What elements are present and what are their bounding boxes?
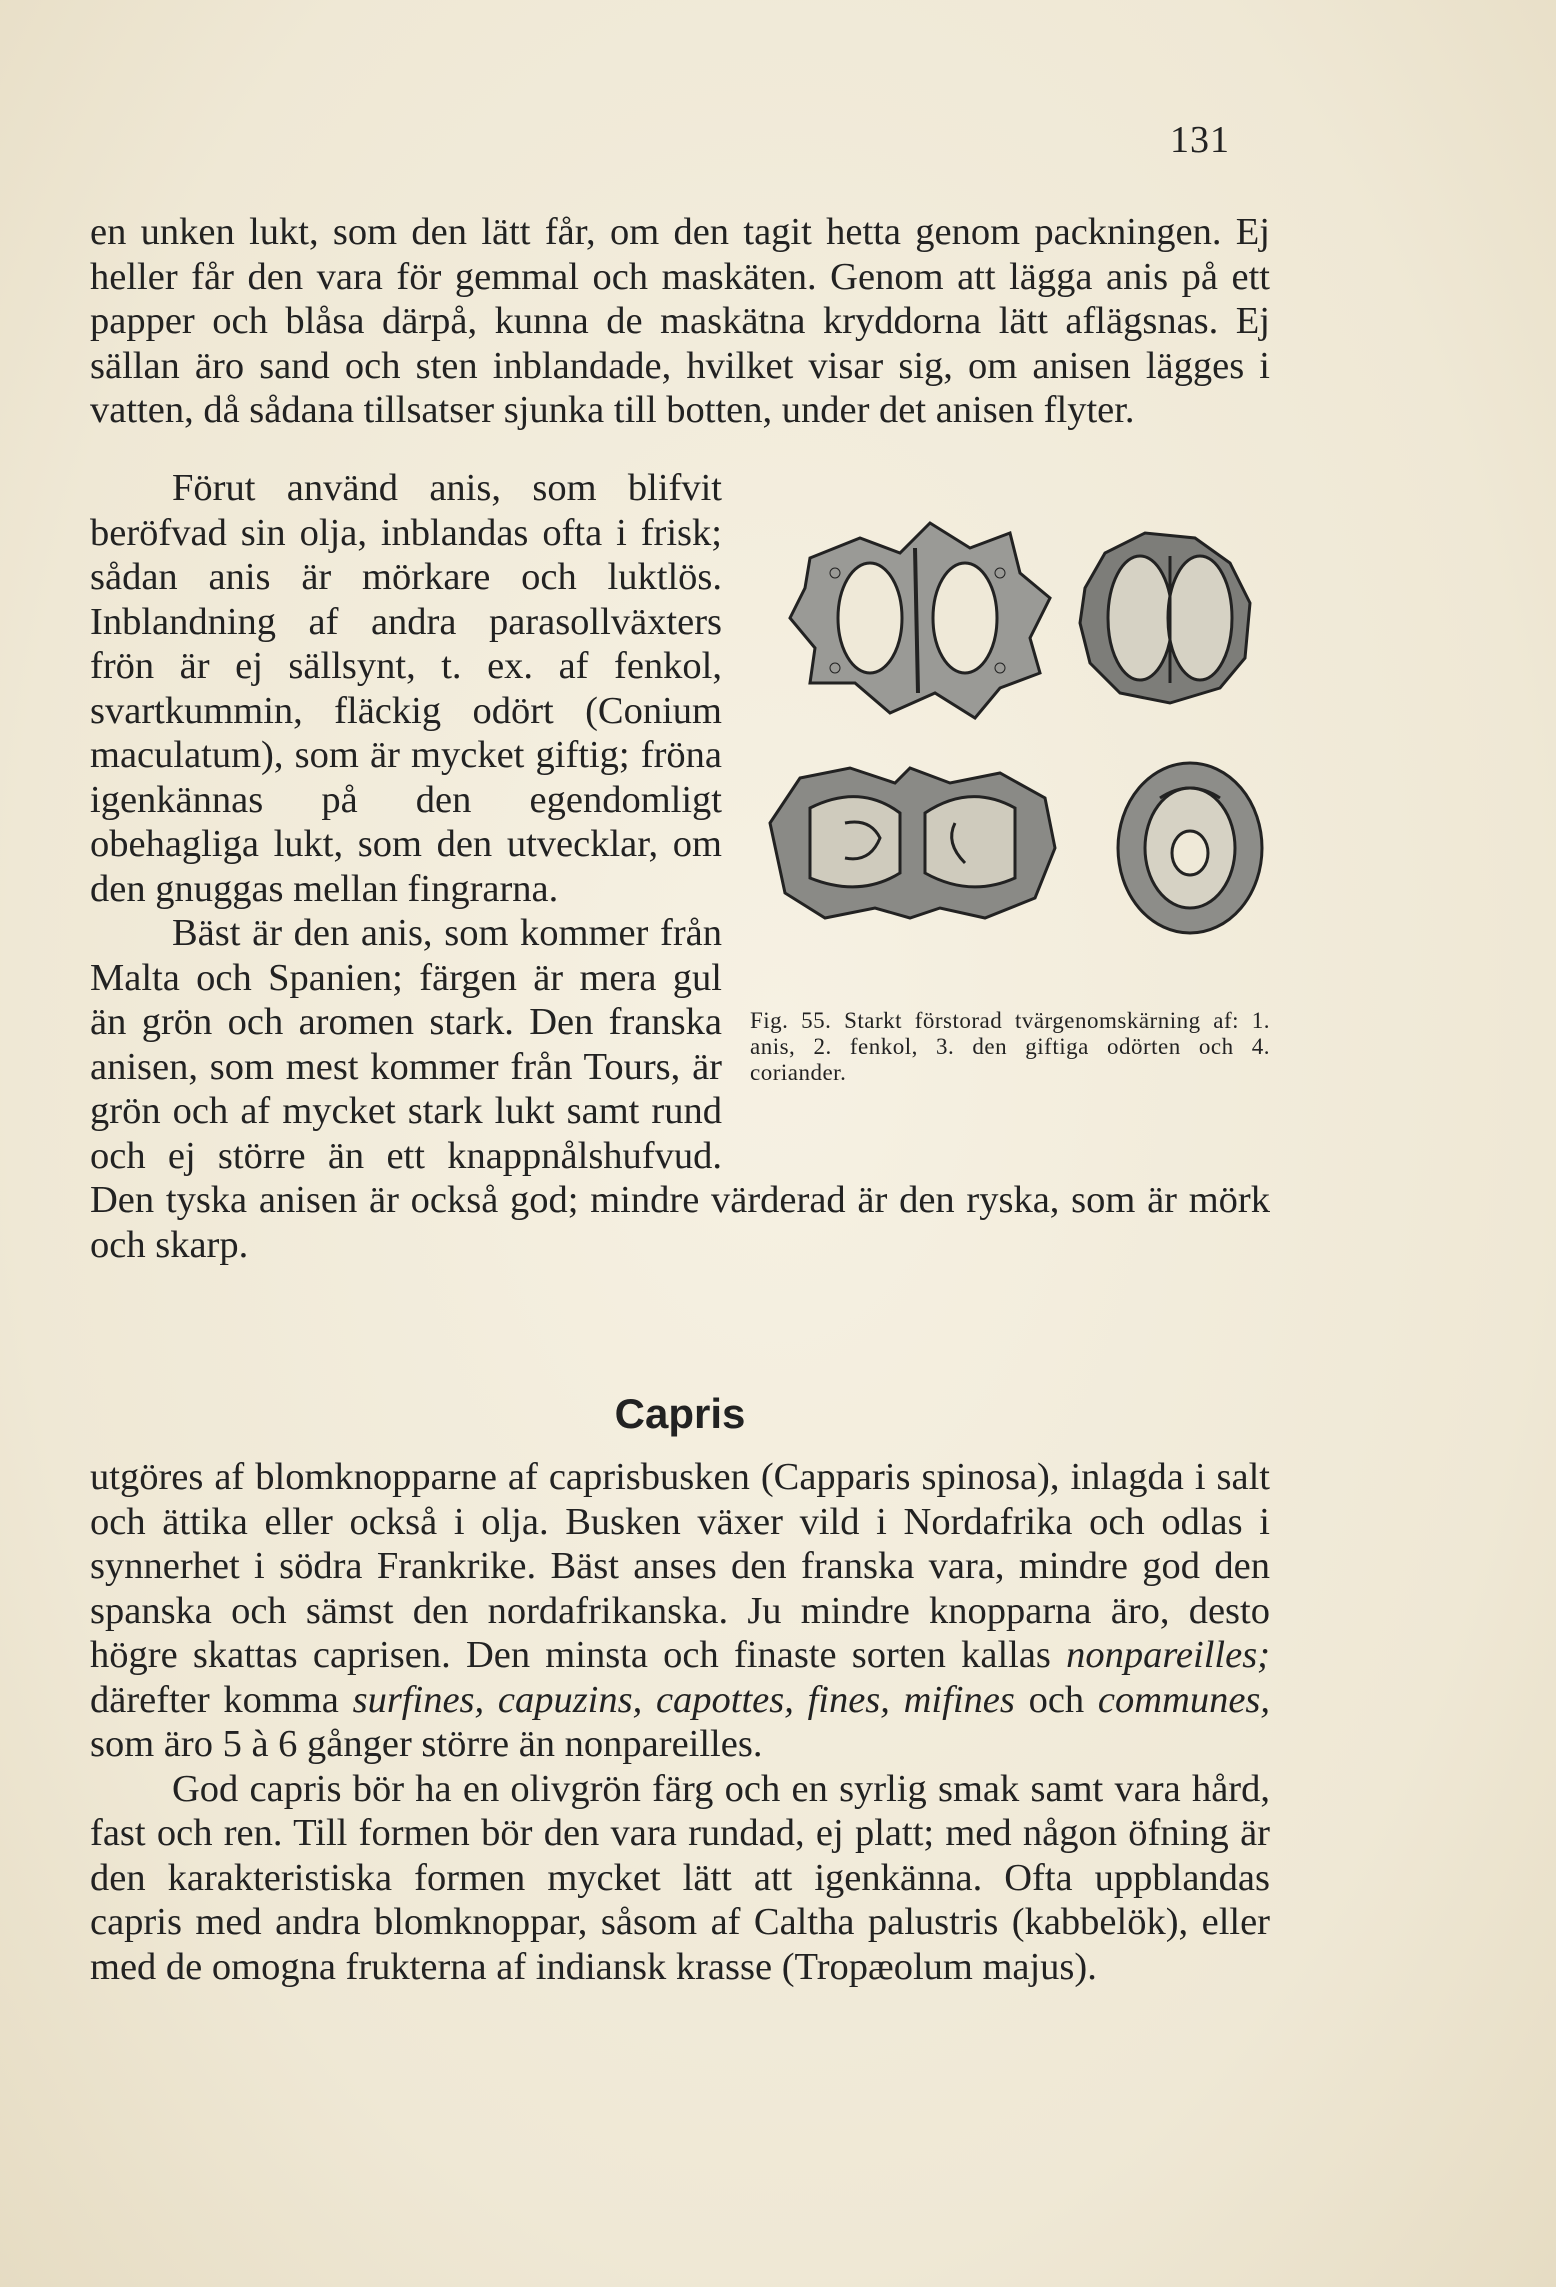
figure-caption: Fig. 55. Starkt förstorad tvärgenomskärning af: 1. anis, 2. fenkol, 3. den giftiga odörten och 4. coriander.: [750, 1008, 1270, 1085]
paragraph-capris-1: [90, 1455, 1270, 1767]
odort-cross-section-icon: [770, 768, 1055, 918]
paragraph-anis-2: Förut använd anis, som blifvit beröfvad sin olja, inblandas ofta i frisk; sådan anis är mörkare och luktlös. Inblandning af andra parasollväxters frön är ej sällsynt, t. ex. af fenkol, svartkummin, fläckig odört (Conium maculatum), som är mycket giftig; fröna igenkännas på den egendomligt obehagliga lukt, som den utvecklar, om den gnuggas mellan fingrarna.: [90, 467, 722, 910]
capris-p1-mid: därefter komma: [90, 1678, 339, 1721]
anis-cross-section-icon: [790, 523, 1050, 718]
capris-p1-text: utgöres af blomknopparne af caprisbusken (Capparis spinosa), inlagda i salt och ättika eller också i olja. Busken växer vild i Nordafrika och odlas i synnerhet i södra Frankrike. Bäst anses den franska vara, mindre god den spanska och sämst den nordafrikanska. Ju mindre knopparna äro, desto högre skattas caprisen. Den minsta och finaste sorten kallas: [90, 1456, 1270, 1676]
coriander-cross-section-icon: [1118, 763, 1262, 933]
capris-text: [90, 1455, 1270, 1989]
capris-p1-och: och: [1028, 1678, 1085, 1721]
fenkol-cross-section-icon: [1080, 533, 1250, 703]
paragraph-anis-1: en unken lukt, som den lätt får, om den tagit hetta genom packningen. Ej heller får den vara för gemmal och maskäten. Genom att lägga anis på ett papper och blåsa därpå, kunna de maskätna kryddorna lätt aflägsnas. Ej sällan äro sand och sten inblandade, hvilket visar sig, om anisen lägges i vatten, då sådana tillsatser sjunka till botten, under det anisen flyter.: [90, 211, 1270, 431]
anis-text-with-figure: [90, 466, 1270, 1267]
capris-p1-end: som äro 5 à 6 gånger större än nonpareilles.: [90, 1723, 763, 1765]
seed-cross-section-illustration: [750, 478, 1270, 998]
capris-italic-nonpareilles: nonpareilles;: [1066, 1634, 1270, 1676]
figure-55: [750, 478, 1270, 1158]
anis-text-top: [90, 210, 1270, 433]
paragraph-capris-2: God capris bör ha en olivgrön färg och en syrlig smak samt vara hård, fast och ren. Till formen bör den vara rundad, ej platt; med någon öfning är den karakteristiska formen mycket lätt att igenkänna. Ofta uppblandas capris med andra blomknoppar, såsom af Caltha palustris (kabbelök), eller med de omogna frukterna af indiansk krasse (Tropæolum majus).: [90, 1767, 1270, 1988]
capris-italic-communes: communes,: [1097, 1678, 1271, 1721]
section-heading-capris: Capris: [614, 1390, 746, 1437]
page-number: 131: [1170, 119, 1230, 161]
capris-italic-varieties: surfines, capuzins, capottes, fines, mifines: [352, 1678, 1015, 1721]
paragraph-anis-3: Bäst är den anis, som kommer från Malta och Spanien; färgen är mera gul än grön och aromen stark. Den franska anisen, som mest kommer från Tours, är grön och af mycket stark lukt samt rund och ej större än ett knappnålshufvud. Den tyska anisen är också god; mindre värderad är den ryska, som är mörk och skarp.: [90, 912, 1270, 1266]
